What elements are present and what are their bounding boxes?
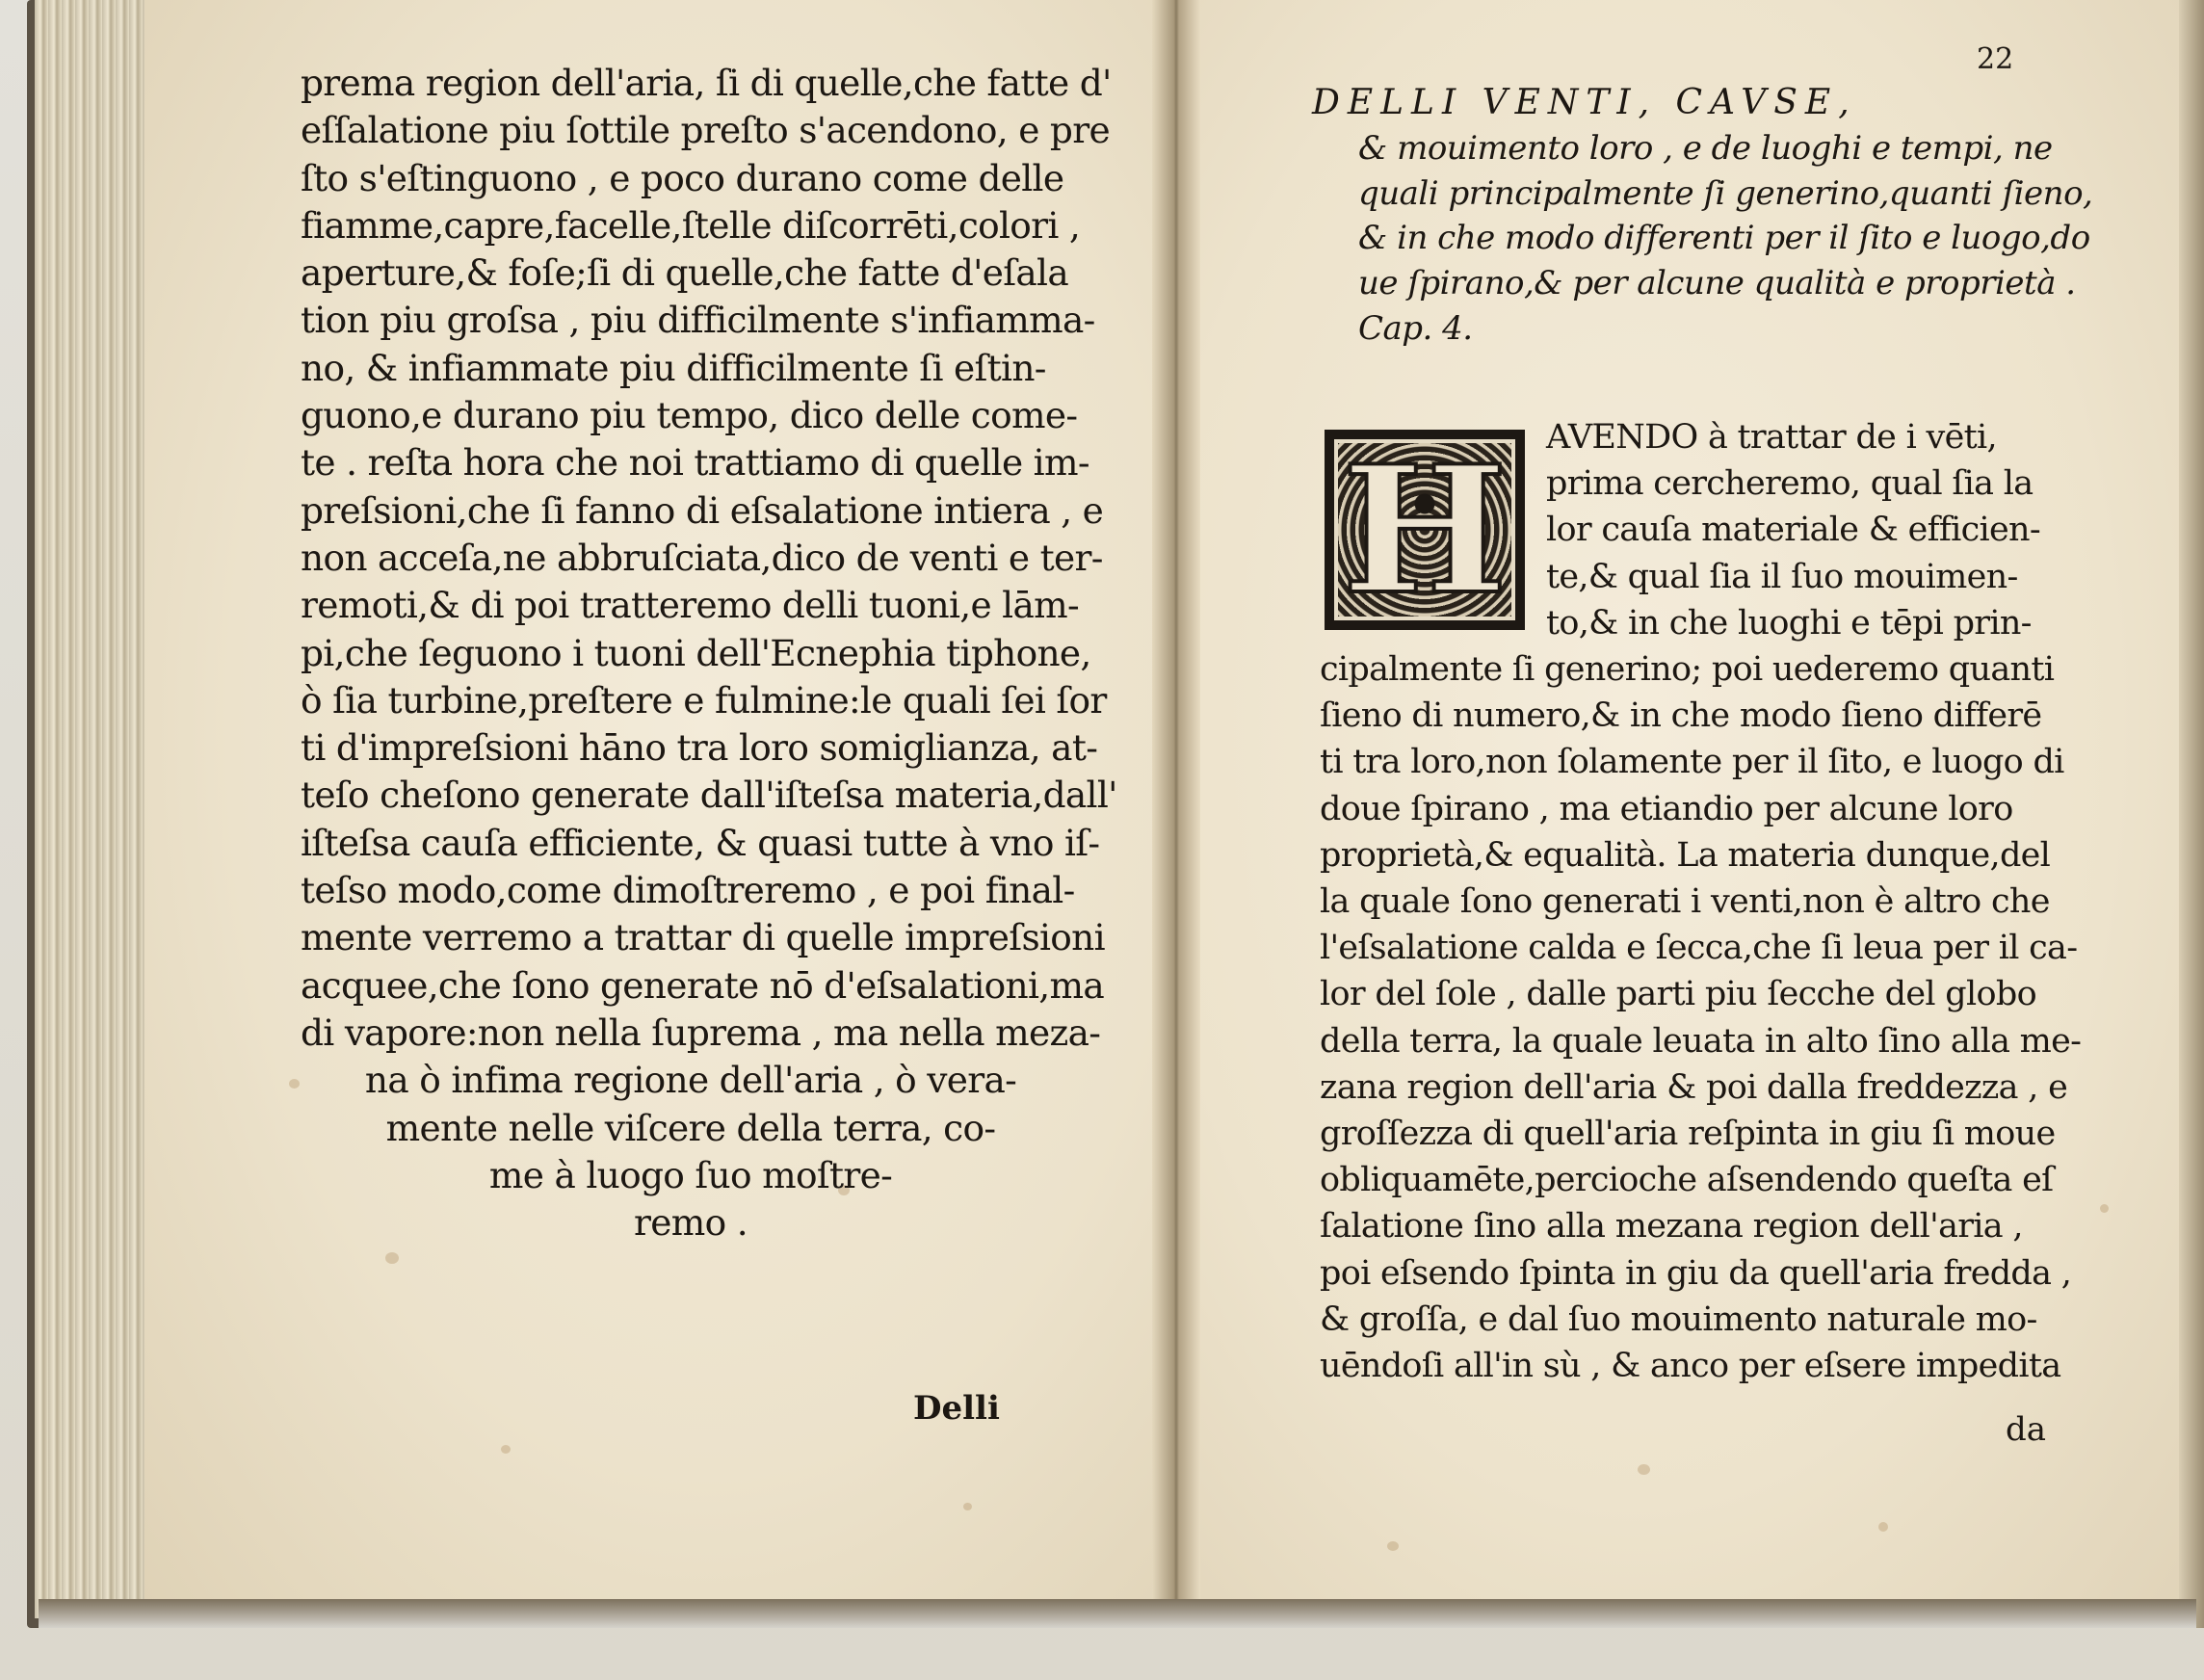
page-number: 22 bbox=[1977, 42, 2014, 76]
foxing-spot bbox=[1878, 1522, 1888, 1532]
text-line-centered: me à luogo ſuo moſtre- bbox=[488, 1153, 893, 1196]
text-line: ò ſia turbine,preſtere e fulmine:le quali ſei ſor bbox=[301, 678, 1107, 722]
foxing-spot bbox=[963, 1503, 972, 1510]
text-line: di vapore:non nella ſuprema , ma nella meza- bbox=[301, 1011, 1101, 1054]
text-line: prema region dell'aria, ſi di quelle,che fatte d' bbox=[301, 62, 1112, 104]
text-line: eſſalatione piu ſottile preſto s'acendono, e pre bbox=[301, 109, 1110, 152]
text-line: fiamme,capre,facelle,ſtelle diſcorrēti,colori , bbox=[301, 203, 1081, 247]
text-line: mente verremo a trattar di quelle impreſsioni bbox=[301, 916, 1105, 959]
text-line: teſso modo,come dimoſtreremo , e poi final- bbox=[301, 869, 1075, 912]
bottom-shadow bbox=[39, 1599, 2196, 1628]
text-line: lor cauſa materiale & efficien- bbox=[1546, 511, 2041, 550]
foxing-spot bbox=[289, 1079, 300, 1089]
text-line: cipalmente ſi generino; poi uederemo quanti bbox=[1320, 650, 2055, 690]
text-line: uēndoſi all'in sù , & anco per eſsere impedita bbox=[1320, 1347, 2061, 1386]
text-line: aperture,& foſe;ſi di quelle,che fatte d'eſala bbox=[301, 251, 1069, 295]
text-line: AVENDO à trattar de i vēti, bbox=[1546, 418, 1997, 457]
text-line: iſteſsa cauſa efficiente, & quasi tutte à vno iſ- bbox=[301, 821, 1100, 864]
text-line: to,& in che luoghi e tēpi prin- bbox=[1546, 603, 2032, 643]
text-line: te,& qual ſia il ſuo mouimen- bbox=[1546, 557, 2018, 596]
text-line: remoti,& di poi tratteremo delli tuoni,e lām- bbox=[301, 584, 1079, 627]
text-line: teſo cheſono generate dall'iſteſsa materia,dall' bbox=[301, 774, 1117, 817]
text-line: zana region dell'aria & poi dalla freddezza , e bbox=[1320, 1067, 2068, 1107]
text-line: ti d'impreſsioni hāno tra loro somiglianza, at- bbox=[301, 726, 1098, 770]
text-line: poi eſsendo ſpinta in giu da quell'aria fredda , bbox=[1320, 1253, 2072, 1293]
right-page-edge bbox=[2179, 0, 2204, 1628]
text-line: preſsioni,che ſi fanno di eſsalatione intiera , e bbox=[301, 488, 1104, 532]
text-line: te . reſta hora che noi trattiamo di quelle im- bbox=[301, 441, 1089, 485]
left-catchword: Delli bbox=[913, 1389, 1000, 1428]
foxing-spot bbox=[501, 1445, 511, 1454]
text-line-centered: na ò infima regione dell'aria , ò vera- bbox=[364, 1059, 1017, 1102]
text-line: pi,che ſeguono i tuoni dell'Ecnephia tiphone, bbox=[301, 631, 1091, 674]
text-line: tion piu groſsa , piu difficilmente s'infiamma- bbox=[301, 299, 1095, 342]
text-line: groſſezza di quell'aria reſpinta in giu ſi moue bbox=[1320, 1115, 2056, 1154]
text-line: acquee,che ſono generate nō d'eſsalationi,ma bbox=[301, 963, 1105, 1007]
text-line: ſalatione ſino alla mezana region dell'aria , bbox=[1320, 1207, 2023, 1247]
heading-line: & mouimento loro , e de luoghi e tempi, ne bbox=[1358, 128, 2053, 168]
book-gutter bbox=[1152, 0, 1200, 1614]
text-line: no, & infiammate piu difficilmente ſi eſtin- bbox=[301, 346, 1046, 389]
text-line-centered: mente nelle viſcere della terra, co- bbox=[385, 1106, 996, 1149]
heading-line: ue ſpirano,& per alcune qualità e proprietà . bbox=[1358, 264, 2076, 303]
foxing-spot bbox=[1387, 1541, 1399, 1551]
left-page-text bbox=[301, 60, 1117, 1247]
right-page-text bbox=[1320, 414, 2102, 1389]
text-line: ti tra loro,non ſolamente per il ſito, e luogo di bbox=[1320, 743, 2064, 782]
text-line: proprietà,& equalità. La materia dunque,del bbox=[1320, 835, 2051, 875]
text-line: l'eſsalatione calda e ſecca,che ſi leua per il ca- bbox=[1320, 929, 2078, 968]
right-catchword: da bbox=[2006, 1410, 2047, 1449]
chapter-number: Cap. 4. bbox=[1358, 308, 1473, 348]
text-line: ſieno di numero,& in che modo ſieno differē bbox=[1320, 696, 2042, 736]
foxing-spot bbox=[385, 1252, 399, 1264]
heading-title: DELLI VENTI, CAVSE, bbox=[1312, 83, 1857, 122]
text-line: prima cercheremo, qual ſia la bbox=[1546, 464, 2033, 504]
initial-letter: H bbox=[1342, 427, 1508, 633]
text-line: lor del ſole , dalle parti piu ſecche del globo bbox=[1320, 975, 2036, 1014]
text-line-centered: remo . bbox=[634, 1201, 748, 1245]
text-line: della terra, la quale leuata in alto ſino alla me- bbox=[1320, 1021, 2082, 1061]
text-line: doue ſpirano , ma etiandio per alcune loro bbox=[1320, 789, 2013, 828]
foxing-spot bbox=[1638, 1464, 1650, 1475]
heading-line: quali principalmente ſi generino,quanti ſieno, bbox=[1358, 173, 2093, 213]
text-line: guono,e durano piu tempo, dico delle come- bbox=[301, 394, 1078, 437]
text-line: la quale ſono generati i venti,non è altro che bbox=[1320, 882, 2050, 922]
heading-line: & in che modo differenti per il ſito e luogo,do bbox=[1358, 219, 2090, 258]
page-stack-edges bbox=[35, 0, 160, 1618]
chapter-heading bbox=[1312, 81, 2102, 352]
text-line: obliquamēte,percioche aſsendendo queſta eſ bbox=[1320, 1161, 2054, 1200]
text-line: & groſſa, e dal ſuo mouimento naturale mo- bbox=[1320, 1299, 2037, 1339]
text-line: non acceſa,ne abbruſciata,dico de venti e ter- bbox=[301, 536, 1103, 579]
text-line: ſto s'eſtinguono , e poco durano come delle bbox=[301, 156, 1064, 199]
